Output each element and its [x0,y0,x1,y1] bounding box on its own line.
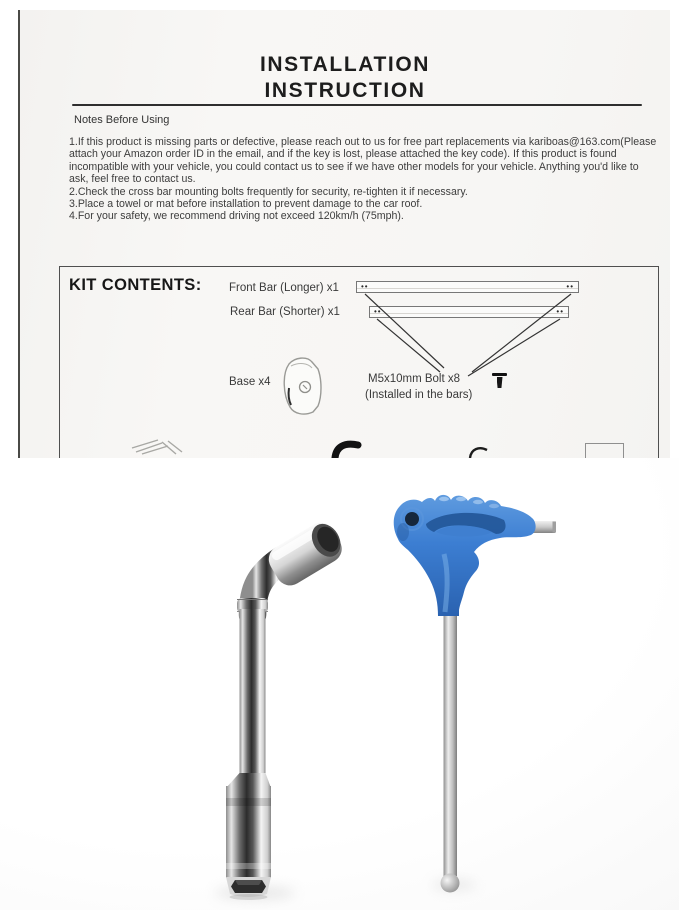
tools-photo [0,458,679,910]
cropped-box-drawing [585,443,624,458]
rear-bar-left-bolt-dots: •• [374,307,382,316]
note-item-4: 4.For your safety, we recommend driving not exceed 120km/h (75mph). [69,210,404,223]
hex-key-long-shaft [444,610,458,876]
cropped-hook-drawing [466,442,492,458]
instruction-sheet [18,10,670,458]
front-bar-label: Front Bar (Longer) x1 [229,282,339,294]
note-item-2: 2.Check the cross bar mounting bolts frequently for security, re-tighten it if necessary. [69,185,468,198]
base-foot-drawing [275,354,331,418]
base-label: Base x4 [229,376,271,388]
t-handle-hex-key [388,492,568,907]
page-title-line-2: INSTRUCTION [264,79,426,102]
title-divider [72,104,642,106]
rear-bar-right-bolt-dots: •• [556,307,564,316]
hex-key-handle [394,495,536,616]
front-bar-left-bolt-dots: •• [361,282,369,291]
bolt-label-line-1: M5x10mm Bolt x8 [368,373,461,385]
page-title-line-1: INSTALLATION [259,53,431,76]
l-socket-wrench [195,495,345,905]
hang-hole [405,512,419,526]
cropped-wrench-drawing [328,438,372,458]
note-item-3: 3.Place a towel or mat before installation to prevent damage to the car roof. [69,198,423,211]
front-bar-midline [357,288,578,289]
front-bar-right-bolt-dots: •• [566,282,574,291]
wrench-shaft [240,609,266,777]
kit-contents-heading: KIT CONTENTS: [69,276,202,294]
page-title [20,52,670,104]
bolt-label-line-2: (Installed in the bars) [365,389,473,401]
note-item-1: 1.If this product is missing parts or defective, please reach out to us for free part replacements via kariboas@163.com(Please attach your Amazon order ID in the email, and if the key is lost, please attached the key code). If this product is found incompatible with your vehicle, you could contact us to see if we have other models for your vehicle. Anything you'd like to ask, feel free to contact us. [69,136,657,186]
notes-heading: Notes Before Using [74,114,170,126]
notes-list [69,136,657,223]
cropped-sketch-left [128,434,192,458]
rear-bar-label: Rear Bar (Shorter) x1 [230,306,340,318]
bolt-icon [492,373,507,376]
hex-key-ball-end [441,874,460,893]
